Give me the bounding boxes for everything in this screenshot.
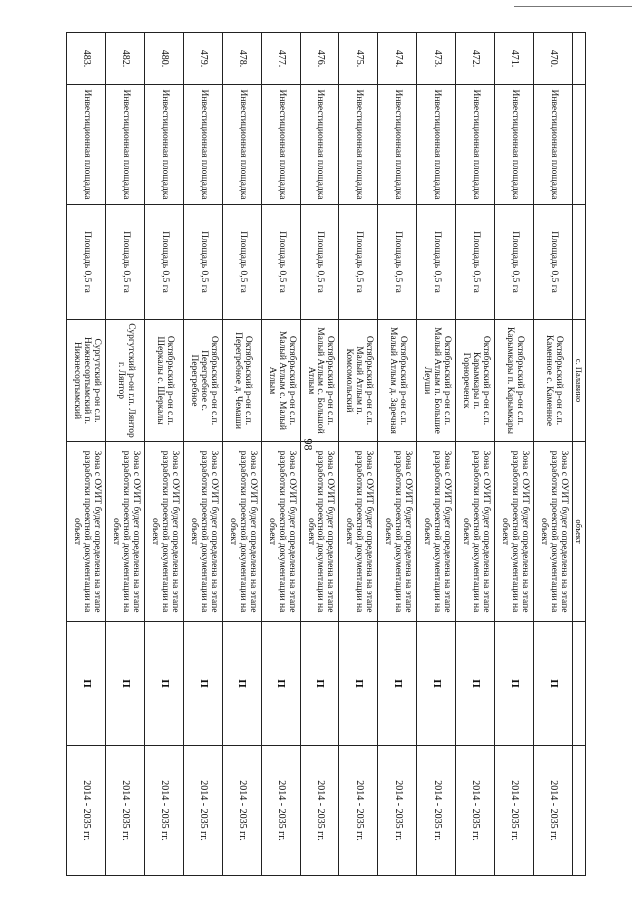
cell-location: Октябрьский р-он с.п. Перегребное д. Чемаши <box>222 320 261 442</box>
cell-area: Площадь 0,5 га <box>339 205 378 320</box>
cell-category: П <box>417 622 456 746</box>
cell-location: Октябрьский р-он с.п. Малый Атлым п. Комсомольский <box>339 320 378 442</box>
table-row <box>261 33 300 876</box>
table-row-continuation <box>573 33 586 876</box>
cell-object-type: Инвестиционная площадка <box>300 85 339 205</box>
cell-object-type: Инвестиционная площадка <box>144 85 183 205</box>
cell-number: 483. <box>67 33 106 85</box>
cell-zone: Зона с ОУИТ будет определена на этапе разработки проектной документации на объект <box>300 442 339 622</box>
cell-zone: Зона с ОУИТ будет определена на этапе разработки проектной документации на объект <box>183 442 222 622</box>
table-row <box>495 33 534 876</box>
table-row <box>417 33 456 876</box>
cell-area: Площадь 0,5 га <box>300 205 339 320</box>
cell-area: Площадь 0,5 га <box>144 205 183 320</box>
cell-zone: Зона с ОУИТ будет определена на этапе разработки проектной документации на объект <box>222 442 261 622</box>
cell-area: Площадь 0,5 га <box>105 205 144 320</box>
cell-location: Октябрьский р-он с.п. Шеркалы с. Шеркалы <box>144 320 183 442</box>
cell-period: 2014 - 2035 гг. <box>105 746 144 876</box>
cell-category: П <box>144 622 183 746</box>
table-row <box>222 33 261 876</box>
cell-object-type: Инвестиционная площадка <box>105 85 144 205</box>
table-row <box>339 33 378 876</box>
cell-zone: Зона с ОУИТ будет определена на этапе разработки проектной документации на объект <box>417 442 456 622</box>
table-body <box>67 33 586 876</box>
page-number: 98 <box>301 438 316 451</box>
cell-period: 2014 - 2035 гг. <box>456 746 495 876</box>
cell-period: 2014 - 2035 гг. <box>339 746 378 876</box>
cell-zone: Зона с ОУИТ будет определена на этапе разработки проектной документации на объект <box>261 442 300 622</box>
cell-empty <box>573 205 586 320</box>
table-row <box>67 33 106 876</box>
cell-period: 2014 - 2035 гг. <box>183 746 222 876</box>
cell-area: Площадь 0,5 га <box>417 205 456 320</box>
cell-location: Октябрьский р-он с.п. Малый Атлым с. Большой Атлым <box>300 320 339 442</box>
cell-object-type: Инвестиционная площадка <box>339 85 378 205</box>
cell-number: 474. <box>378 33 417 85</box>
cell-zone: Зона с ОУИТ будет определена на этапе разработки проектной документации на объект <box>67 442 106 622</box>
table-row <box>378 33 417 876</box>
cell-number: 471. <box>495 33 534 85</box>
cell-category: П <box>534 622 573 746</box>
cell-location: Октябрьский р-он с.п. Карымкары п. Горнореченск <box>456 320 495 442</box>
cell-period: 2014 - 2035 гг. <box>261 746 300 876</box>
cell-period: 2014 - 2035 гг. <box>534 746 573 876</box>
cell-number: 480. <box>144 33 183 85</box>
cell-category: П <box>105 622 144 746</box>
cell-location: Сургутский р-он с.п. Нижнесортымский п. Нижнесортымский <box>67 320 106 442</box>
cell-object-type: Инвестиционная площадка <box>222 85 261 205</box>
cell-zone: Зона с ОУИТ будет определена на этапе разработки проектной документации на объект <box>456 442 495 622</box>
cell-category: П <box>183 622 222 746</box>
cell-area: Площадь 0,5 га <box>534 205 573 320</box>
cell-category: П <box>300 622 339 746</box>
cell-object-type: Инвестиционная площадка <box>183 85 222 205</box>
table-row <box>456 33 495 876</box>
cell-number: 478. <box>222 33 261 85</box>
cell-location: Октябрьский р-он с.п. Перегребное с. Перегребное <box>183 320 222 442</box>
cell-zone: Зона с ОУИТ будет определена на этапе разработки проектной документации на объект <box>105 442 144 622</box>
cell-area: Площадь 0,5 га <box>222 205 261 320</box>
cell-zone: Зона с ОУИТ будет определена на этапе разработки проектной документации на объект <box>144 442 183 622</box>
cell-zone: Зона с ОУИТ будет определена на этапе разработки проектной документации на объект <box>495 442 534 622</box>
cell-object-type: Инвестиционная площадка <box>456 85 495 205</box>
cell-location: Октябрьский р-он с.п. Малый Атлым п. Большие Леуши <box>417 320 456 442</box>
cell-category: П <box>261 622 300 746</box>
document-table-wrapper <box>66 32 586 875</box>
cell-period: 2014 - 2035 гг. <box>378 746 417 876</box>
cell-location: с. Палавино <box>573 320 586 442</box>
cell-location: Сургутский р-он г.п. Лянтор г. Лянтор <box>105 320 144 442</box>
cell-empty <box>573 746 586 876</box>
cell-location: Октябрьский р-он с.п. Каменное с. Каменное <box>534 320 573 442</box>
cell-zone: объект <box>573 442 586 622</box>
table-row <box>144 33 183 876</box>
cell-number: 476. <box>300 33 339 85</box>
cell-object-type: Инвестиционная площадка <box>261 85 300 205</box>
cell-number: 473. <box>417 33 456 85</box>
cell-location: Октябрьский р-он с.п. Малый Атлым д. Заречная <box>378 320 417 442</box>
cell-period: 2014 - 2035 гг. <box>67 746 106 876</box>
cell-category: П <box>222 622 261 746</box>
cell-area: Площадь 0,5 га <box>456 205 495 320</box>
cell-object-type: Инвестиционная площадка <box>378 85 417 205</box>
cell-empty <box>573 33 586 85</box>
cell-zone: Зона с ОУИТ будет определена на этапе разработки проектной документации на объект <box>339 442 378 622</box>
table-row <box>183 33 222 876</box>
cell-number: 472. <box>456 33 495 85</box>
cell-object-type: Инвестиционная площадка <box>67 85 106 205</box>
table-row <box>300 33 339 876</box>
rotated-table-container <box>66 32 586 875</box>
cell-area: Площадь 0,5 га <box>261 205 300 320</box>
cell-location: Октябрьский р-он с.п. Малый Атлым с. Малый Атлым <box>261 320 300 442</box>
cell-location: Октябрьский р-он с.п. Карымкары п. Карымкары <box>495 320 534 442</box>
cell-period: 2014 - 2035 гг. <box>417 746 456 876</box>
cell-object-type: Инвестиционная площадка <box>534 85 573 205</box>
cell-zone: Зона с ОУИТ будет определена на этапе разработки проектной документации на объект <box>534 442 573 622</box>
cell-number: 475. <box>339 33 378 85</box>
cell-empty <box>573 622 586 746</box>
cell-category: П <box>339 622 378 746</box>
table-row <box>105 33 144 876</box>
cell-category: П <box>378 622 417 746</box>
cell-number: 470. <box>534 33 573 85</box>
cell-period: 2014 - 2035 гг. <box>222 746 261 876</box>
cell-number: 479. <box>183 33 222 85</box>
table-row <box>534 33 573 876</box>
cell-area: Площадь 0,5 га <box>378 205 417 320</box>
cell-object-type: Инвестиционная площадка <box>495 85 534 205</box>
cell-category: П <box>495 622 534 746</box>
cell-empty <box>573 85 586 205</box>
cell-object-type: Инвестиционная площадка <box>417 85 456 205</box>
cell-period: 2014 - 2035 гг. <box>300 746 339 876</box>
cell-zone: Зона с ОУИТ будет определена на этапе разработки проектной документации на объект <box>378 442 417 622</box>
cell-area: Площадь 0,5 га <box>67 205 106 320</box>
cell-area: Площадь 0,5 га <box>183 205 222 320</box>
cell-number: 477. <box>261 33 300 85</box>
objects-table <box>66 32 586 876</box>
cell-category: П <box>67 622 106 746</box>
cell-period: 2014 - 2035 гг. <box>144 746 183 876</box>
cell-number: 482. <box>105 33 144 85</box>
cell-category: П <box>456 622 495 746</box>
cell-period: 2014 - 2035 гг. <box>495 746 534 876</box>
scan-edge-line <box>514 6 632 7</box>
cell-area: Площадь 0,5 га <box>495 205 534 320</box>
